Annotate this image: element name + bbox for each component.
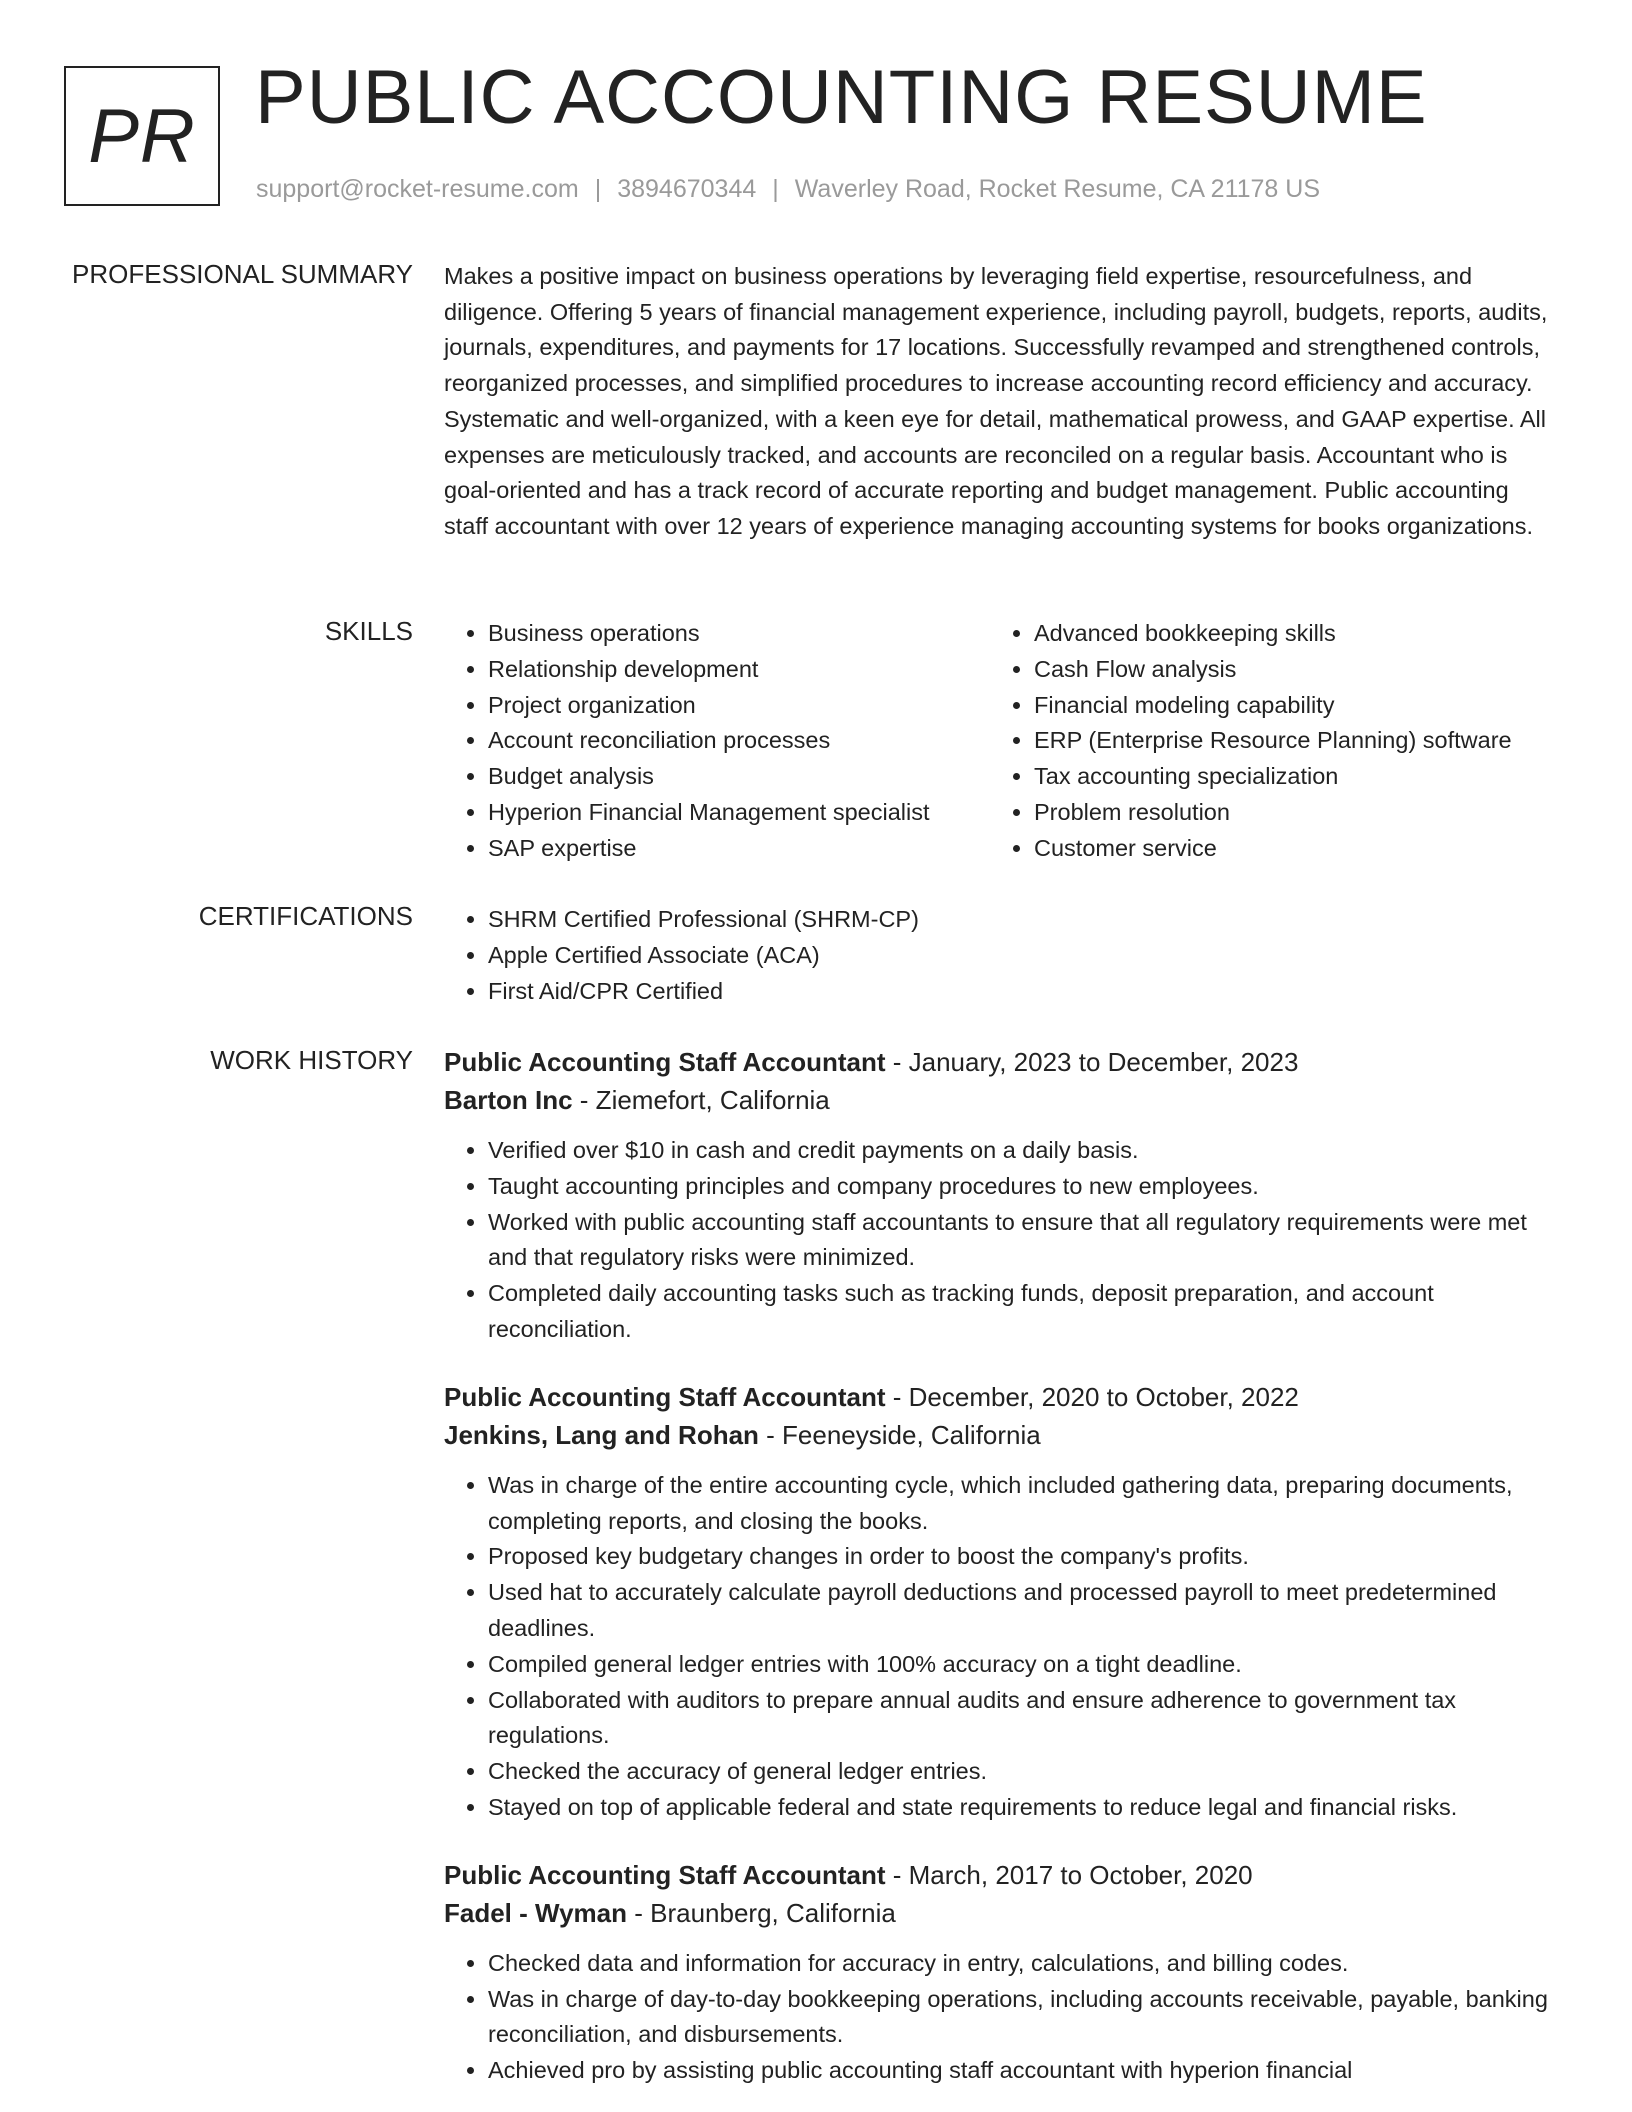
skill-item: • Advanced bookkeeping skills	[1034, 616, 1512, 652]
contact-separator: |	[772, 175, 779, 203]
job-title-line	[444, 1043, 1554, 1081]
work-history-heading: WORK HISTORY	[210, 1045, 413, 1075]
skill-item: • Budget analysis	[488, 759, 990, 795]
company-line	[444, 1081, 1554, 1119]
contact-address: Waverley Road, Rocket Resume, CA 21178 US	[794, 175, 1320, 203]
job-bullet: • Compiled general ledger entries with 100% accuracy on a tight deadline.	[488, 1647, 1554, 1683]
skills-list-right	[990, 616, 1512, 867]
job-bullet: • Achieved pro by assisting public accounting staff accountant with hyperion financial	[488, 2053, 1554, 2089]
job-bullet: • Was in charge of the entire accounting cycle, which included gathering data, preparing documents, completing reports, and closing the books.	[488, 1468, 1554, 1540]
job-title: Public Accounting Staff Accountant	[444, 1381, 886, 1412]
company-name: Jenkins, Lang and Rohan	[444, 1419, 759, 1450]
skill-item: • Relationship development	[488, 652, 990, 688]
company-location: - Ziemefort, California	[572, 1085, 830, 1115]
job-bullet: • Completed daily accounting tasks such as tracking funds, deposit preparation, and account reconciliation.	[488, 1276, 1554, 1348]
certification-item: • First Aid/CPR Certified	[488, 973, 1554, 1009]
monogram-logo: PR	[64, 66, 220, 206]
job-entry	[444, 1043, 1554, 1348]
job-dates: - December, 2020 to October, 2022	[885, 1381, 1299, 1412]
certifications-list	[444, 901, 1554, 1009]
contact-line	[256, 175, 1320, 204]
skill-item: • Account reconciliation processes	[488, 723, 990, 759]
resume-title: PUBLIC ACCOUNTING RESUME	[255, 55, 1428, 140]
job-bullets	[444, 1946, 1554, 2089]
job-title: Public Accounting Staff Accountant	[444, 1047, 886, 1077]
summary-heading: PROFESSIONAL SUMMARY	[72, 259, 413, 289]
skill-item: • Project organization	[488, 688, 990, 724]
skill-item: • Financial modeling capability	[1034, 688, 1512, 724]
job-bullet: • Used hat to accurately calculate payroll deductions and processed payroll to meet predetermined deadlines.	[488, 1575, 1554, 1647]
job-bullets	[444, 1133, 1554, 1348]
company-location: - Braunberg, California	[627, 1897, 896, 1928]
company-location: - Feeneyside, California	[758, 1419, 1041, 1450]
skill-item: • Customer service	[1034, 831, 1512, 867]
job-bullet: • Verified over $10 in cash and credit payments on a daily basis.	[488, 1133, 1554, 1169]
skill-item: • Tax accounting specialization	[1034, 759, 1512, 795]
skill-item: • ERP (Enterprise Resource Planning) software	[1034, 723, 1512, 759]
skill-item: • Business operations	[488, 616, 990, 652]
skills-heading: SKILLS	[324, 616, 413, 646]
job-bullet: • Worked with public accounting staff accountants to ensure that all regulatory requirements were met and that regulatory risks were minimized.	[488, 1205, 1554, 1277]
certification-item: • Apple Certified Associate (ACA)	[488, 937, 1554, 973]
skill-item: • SAP expertise	[488, 831, 990, 867]
skills-list-left	[444, 616, 990, 867]
job-bullet: • Stayed on top of applicable federal and state requirements to reduce legal and financial risks.	[488, 1790, 1554, 1826]
contact-phone[interactable]: 3894670344	[617, 175, 757, 203]
company-name: Barton Inc	[444, 1085, 573, 1115]
job-dates: - January, 2023 to December, 2023	[885, 1047, 1299, 1077]
job-bullets	[444, 1468, 1554, 1826]
job-dates: - March, 2017 to October, 2020	[885, 1859, 1253, 1890]
job-entry	[444, 1378, 1554, 1826]
job-bullet: • Checked the accuracy of general ledger entries.	[488, 1754, 1554, 1790]
job-entry	[444, 1856, 1554, 2089]
job-bullet: • Taught accounting principles and company procedures to new employees.	[488, 1169, 1554, 1205]
certification-item: • SHRM Certified Professional (SHRM-CP)	[488, 901, 1554, 937]
job-bullet: • Collaborated with auditors to prepare annual audits and ensure adherence to government tax regulations.	[488, 1683, 1554, 1755]
company-line	[444, 1416, 1554, 1454]
contact-email[interactable]: support@rocket-resume.com	[256, 175, 579, 203]
certifications-heading: CERTIFICATIONS	[198, 901, 413, 931]
contact-separator: |	[594, 175, 602, 203]
skill-item: • Hyperion Financial Management specialist	[488, 795, 990, 831]
job-title-line	[444, 1378, 1554, 1416]
summary-text: Makes a positive impact on business operations by leveraging field expertise, resourcefulness, and diligence. Offering 5 years of financial management experience, including payroll, budgets, reports, audits, journals, expenditures, and payments for 17 locations. Successfully revamped and strengthened controls, reorganized processes, and simplified procedures to increase accounting record efficiency and accuracy. Systematic and well-organized, with a keen eye for detail, mathematical prowess, and GAAP expertise. All expenses are meticulously tracked, and accounts are reconciled on a regular basis. Accountant who is goal-oriented and has a track record of accurate reporting and budget management. Public accounting staff accountant with over 12 years of experience managing accounting systems for books organizations.	[444, 263, 1548, 539]
skill-item: • Problem resolution	[1034, 795, 1512, 831]
skill-item: • Cash Flow analysis	[1034, 652, 1512, 688]
job-bullet: • Proposed key budgetary changes in order to boost the company's profits.	[488, 1539, 1554, 1575]
job-bullet: • Was in charge of day-to-day bookkeeping operations, including accounts receivable, payable, banking reconciliation, and disbursements.	[488, 1982, 1554, 2054]
company-line	[444, 1894, 1554, 1932]
job-title-line	[444, 1856, 1554, 1894]
company-name: Fadel - Wyman	[444, 1897, 628, 1928]
job-title: Public Accounting Staff Accountant	[444, 1859, 886, 1890]
job-bullet: • Checked data and information for accuracy in entry, calculations, and billing codes.	[488, 1946, 1554, 1982]
